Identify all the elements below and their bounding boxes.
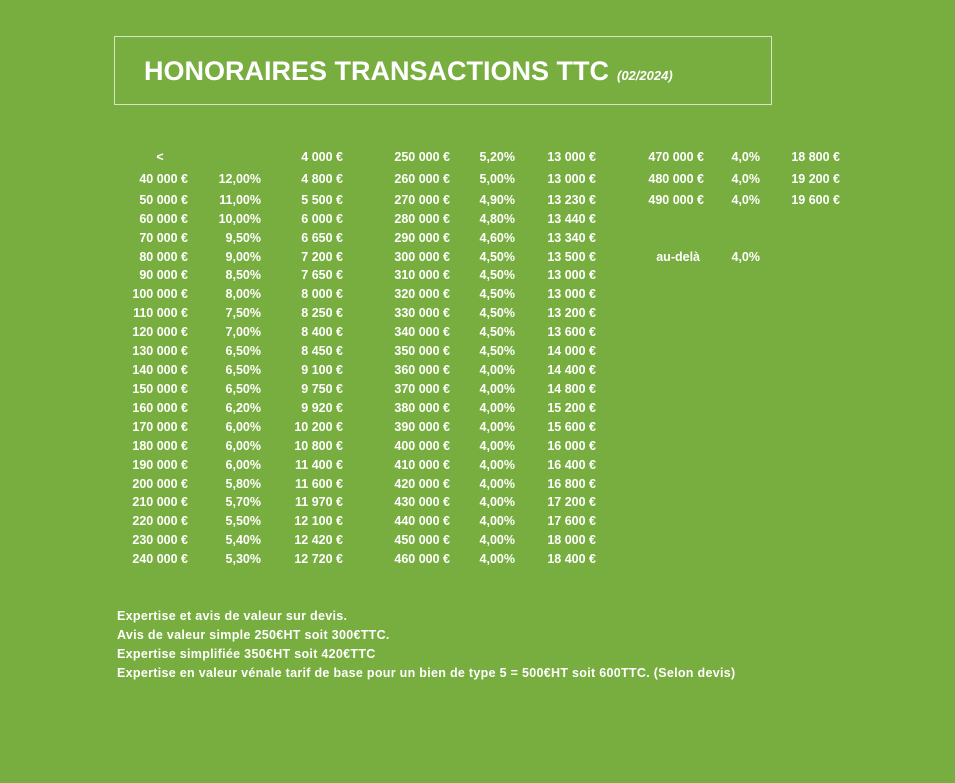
price-cell: 150 000 €	[132, 382, 188, 396]
fee-cell: 18 400 €	[547, 552, 596, 566]
price-cell: 180 000 €	[132, 439, 188, 453]
rate-cell: 4,00%	[479, 495, 515, 509]
rate-cell: 5,40%	[225, 533, 261, 547]
rate-cell: 5,00%	[479, 172, 515, 186]
fee-cell: 16 400 €	[547, 458, 596, 472]
rate-cell: 5,30%	[225, 552, 261, 566]
price-cell: 320 000 €	[394, 287, 450, 301]
rate-cell: 8,00%	[225, 287, 261, 301]
price-cell: 300 000 €	[394, 250, 450, 264]
rate-cell: 4,00%	[479, 552, 515, 566]
fee-cell: 13 600 €	[547, 325, 596, 339]
price-cell: 210 000 €	[132, 495, 188, 509]
notes	[117, 607, 735, 683]
price-cell: 230 000 €	[132, 533, 188, 547]
fee-cell: 8 000 €	[301, 287, 343, 301]
fee-cell: 10 800 €	[294, 439, 343, 453]
note-line: Avis de valeur simple 250€HT soit 300€TTC.	[117, 628, 390, 642]
rate-cell: 4,0%	[731, 193, 760, 207]
fee-cell: 13 440 €	[547, 212, 596, 226]
fee-cell: 13 230 €	[547, 193, 596, 207]
fee-cell: 14 000 €	[547, 344, 596, 358]
rate-cell: 9,50%	[225, 231, 261, 245]
rate-cell: 11,00%	[219, 193, 261, 207]
rate-cell: 6,50%	[225, 344, 261, 358]
rate-cell: 6,00%	[225, 439, 261, 453]
fee-cell: 17 200 €	[547, 495, 596, 509]
price-cell: 280 000 €	[394, 212, 450, 226]
page-title	[144, 56, 673, 87]
price-cell: 100 000 €	[132, 287, 188, 301]
rate-cell: 4,00%	[479, 514, 515, 528]
fee-cell: 12 100 €	[294, 514, 343, 528]
price-cell: 110 000 €	[133, 306, 188, 320]
price-cell: 260 000 €	[394, 172, 450, 186]
rate-cell: 6,20%	[225, 401, 261, 415]
price-cell: 170 000 €	[132, 420, 188, 434]
rate-cell: 5,80%	[225, 477, 261, 491]
rate-cell: 4,50%	[479, 268, 515, 282]
rate-cell: 4,90%	[479, 193, 515, 207]
fee-cell: 18 000 €	[547, 533, 596, 547]
price-cell: 140 000 €	[132, 363, 188, 377]
price-cell: 380 000 €	[394, 401, 450, 415]
fee-cell: 16 800 €	[547, 477, 596, 491]
rate-cell: 4,00%	[479, 420, 515, 434]
price-cell: 460 000 €	[394, 552, 450, 566]
price-cell: 190 000 €	[132, 458, 188, 472]
fee-cell: 16 000 €	[547, 439, 596, 453]
price-cell: 200 000 €	[132, 477, 188, 491]
rate-cell: 4,00%	[479, 363, 515, 377]
fee-cell: 11 600 €	[295, 477, 343, 491]
rate-cell: 10,00%	[218, 212, 261, 226]
price-cell: 470 000 €	[648, 150, 704, 164]
rate-cell: 4,00%	[479, 458, 515, 472]
fee-cell: 18 800 €	[791, 150, 840, 164]
price-cell: 360 000 €	[394, 363, 450, 377]
price-cell: 120 000 €	[132, 325, 188, 339]
note-line: Expertise simplifiée 350€HT soit 420€TTC	[117, 647, 376, 661]
rate-cell: 6,50%	[225, 363, 261, 377]
rate-cell: 5,50%	[225, 514, 261, 528]
rate-cell: 5,20%	[479, 150, 515, 164]
rate-cell: 6,00%	[225, 458, 261, 472]
price-cell: 130 000 €	[132, 344, 188, 358]
rate-cell: 4,50%	[479, 250, 515, 264]
price-cell: 60 000 €	[139, 212, 188, 226]
rate-cell: 4,50%	[479, 306, 515, 320]
price-cell: 70 000 €	[139, 231, 188, 245]
fee-cell: 10 200 €	[294, 420, 343, 434]
fee-cell: 17 600 €	[547, 514, 596, 528]
price-cell: 410 000 €	[394, 458, 450, 472]
fee-cell: 9 750 €	[301, 382, 343, 396]
rate-cell: 4,00%	[479, 401, 515, 415]
fee-cell: 12 420 €	[294, 533, 343, 547]
rate-cell: 4,0%	[731, 150, 760, 164]
price-cell: 270 000 €	[394, 193, 450, 207]
rate-cell: 4,0%	[731, 172, 760, 186]
title-text: HONORAIRES TRANSACTIONS TTC	[144, 56, 609, 86]
price-cell: 90 000 €	[139, 268, 188, 282]
fee-cell: 13 200 €	[547, 306, 596, 320]
fee-cell: 14 400 €	[547, 363, 596, 377]
price-cell: 430 000 €	[394, 495, 450, 509]
price-cell: 80 000 €	[139, 250, 188, 264]
price-cell: 310 000 €	[394, 268, 450, 282]
title-box	[114, 36, 772, 105]
price-cell: 450 000 €	[394, 533, 450, 547]
fee-cell: 7 650 €	[301, 268, 343, 282]
price-cell: 160 000 €	[132, 401, 188, 415]
price-cell: 290 000 €	[394, 231, 450, 245]
price-cell: 350 000 €	[394, 344, 450, 358]
price-cell: 440 000 €	[394, 514, 450, 528]
price-cell: 480 000 €	[648, 172, 704, 186]
beyond-rate: 4,0%	[731, 250, 760, 264]
fee-cell: 8 400 €	[301, 325, 343, 339]
price-cell: 50 000 €	[139, 193, 188, 207]
fee-cell: 13 000 €	[547, 268, 596, 282]
fee-cell: 8 450 €	[301, 344, 343, 358]
price-cell: 330 000 €	[394, 306, 450, 320]
note-line: Expertise en valeur vénale tarif de base pour un bien de type 5 = 500€HT soit 600TTC. (Selon devis)	[117, 666, 736, 680]
rate-cell: 4,00%	[479, 533, 515, 547]
price-cell: 390 000 €	[394, 420, 450, 434]
fee-cell: 19 600 €	[791, 193, 840, 207]
fee-cell: 14 800 €	[547, 382, 596, 396]
fee-cell: 7 200 €	[301, 250, 343, 264]
price-cell: 220 000 €	[132, 514, 188, 528]
note-line: Expertise et avis de valeur sur devis.	[117, 609, 348, 623]
fee-cell: 8 250 €	[301, 306, 343, 320]
fee-cell: 9 100 €	[301, 363, 343, 377]
fee-cell: 4 800 €	[301, 172, 343, 186]
rate-cell: 9,00%	[225, 250, 261, 264]
price-cell: 420 000 €	[394, 477, 450, 491]
fee-cell: 15 600 €	[547, 420, 596, 434]
rate-cell: 4,60%	[479, 231, 515, 245]
price-cell: 40 000 €	[139, 172, 188, 186]
rate-cell: 4,50%	[479, 344, 515, 358]
fee-cell: 13 000 €	[547, 287, 596, 301]
price-cell: 370 000 €	[394, 382, 450, 396]
fee-cell: 12 720 €	[294, 552, 343, 566]
price-cell: 400 000 €	[394, 439, 450, 453]
price-cell: 240 000 €	[132, 552, 188, 566]
fee-cell: 6 000 €	[301, 212, 343, 226]
rate-cell: 4,50%	[479, 325, 515, 339]
rate-cell: 5,70%	[225, 495, 261, 509]
rate-cell: 6,50%	[225, 382, 261, 396]
fee-cell: 13 340 €	[547, 231, 596, 245]
fee-cell: 13 000 €	[547, 150, 596, 164]
rate-cell: 7,00%	[225, 325, 261, 339]
price-cell: 340 000 €	[394, 325, 450, 339]
rate-cell: 4,00%	[479, 439, 515, 453]
rate-cell: 4,80%	[479, 212, 515, 226]
fee-cell: 15 200 €	[547, 401, 596, 415]
price-cell: <	[156, 150, 164, 164]
fee-cell: 11 970 €	[295, 495, 343, 509]
rate-cell: 7,50%	[225, 306, 261, 320]
rate-cell: 4,00%	[479, 382, 515, 396]
price-cell: 490 000 €	[648, 193, 704, 207]
rate-cell: 12,00%	[218, 172, 261, 186]
fee-cell: 11 400 €	[295, 458, 343, 472]
rate-cell: 6,00%	[225, 420, 261, 434]
rate-cell: 4,00%	[479, 477, 515, 491]
rate-cell: 8,50%	[225, 268, 261, 282]
fee-cell: 13 500 €	[547, 250, 596, 264]
fee-cell: 9 920 €	[301, 401, 343, 415]
beyond-label: au-delà	[656, 250, 700, 264]
fee-cell: 19 200 €	[791, 172, 840, 186]
fee-cell: 6 650 €	[301, 231, 343, 245]
rate-cell: 4,50%	[479, 287, 515, 301]
fee-cell: 13 000 €	[547, 172, 596, 186]
fee-cell: 4 000 €	[301, 150, 343, 164]
title-date: (02/2024)	[617, 68, 673, 83]
fee-cell: 5 500 €	[301, 193, 343, 207]
price-cell: 250 000 €	[394, 150, 450, 164]
